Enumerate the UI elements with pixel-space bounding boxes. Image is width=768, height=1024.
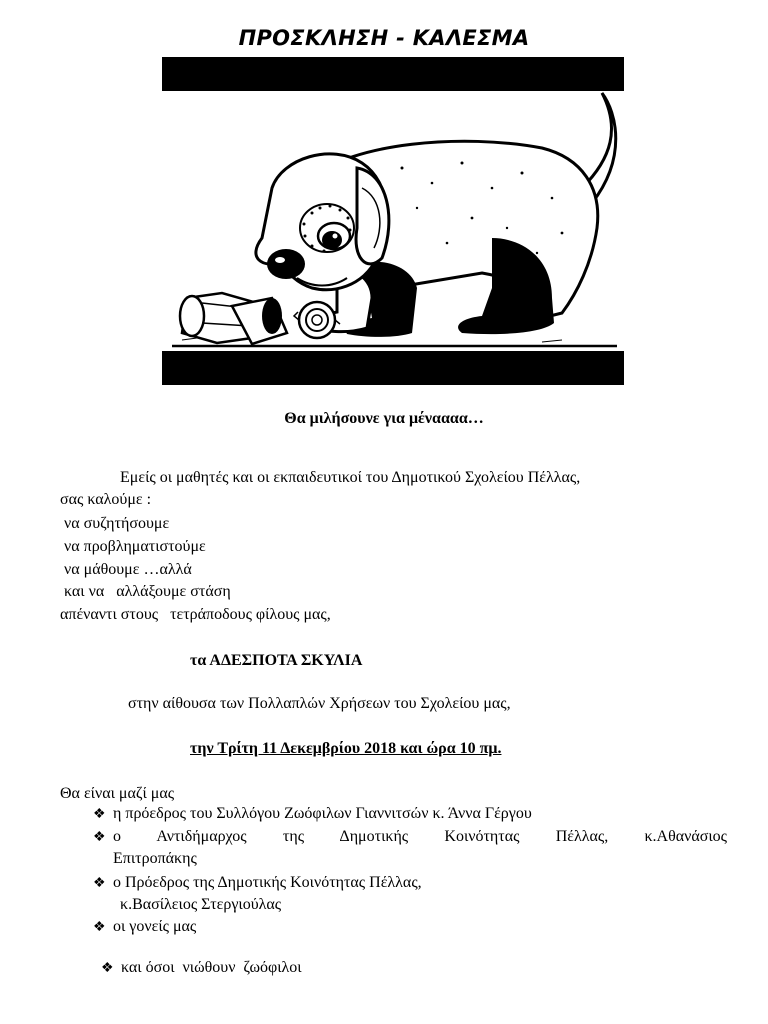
guest-item-5: ❖ και όσοι νιώθουν ζωόφιλοι — [101, 959, 302, 976]
dog-illustration — [162, 88, 624, 354]
intro-line-1: Εμείς οι μαθητές και οι εκπαιδευτικοί του Δημοτικού Σχολείου Πέλλας, — [120, 469, 581, 486]
guest-item-3: ❖ ο Πρόεδρος της Δημοτικής Κοινότητας Πέλλας, — [93, 874, 422, 891]
guest-item-1: ❖ η πρόεδρος του Συλλόγου Ζωόφιλων Γιαννιτσών κ. Άννα Γέργου — [93, 805, 532, 822]
black-bar-top — [162, 57, 624, 91]
diamond-bullet-icon: ❖ — [101, 961, 114, 976]
intro-line-6: και να αλλάξουμε στάση — [60, 583, 231, 600]
guest-item-2-continuation: Επιτροπάκης — [113, 850, 197, 867]
intro-line-3: να συζητήσουμε — [60, 515, 170, 532]
intro-line-4: να προβληματιστούμε — [60, 538, 206, 555]
intro-line-2: σας καλούμε : — [60, 491, 152, 508]
diamond-bullet-icon: ❖ — [93, 920, 106, 935]
diamond-bullet-icon: ❖ — [93, 830, 106, 845]
intro-line-7: απέναντι στους τετράποδους φίλους μας, — [60, 606, 331, 623]
intro-line-5: να μάθουμε …αλλά — [60, 561, 192, 578]
diamond-bullet-icon: ❖ — [93, 876, 106, 891]
invitation-title: ΠΡΟΣΚΛΗΣΗ - ΚΑΛΕΣΜΑ — [238, 26, 530, 50]
topic-line: τα ΑΔΕΣΠΟΤΑ ΣΚΥΛΙΑ — [190, 652, 363, 669]
guest-item-2-bullet — [93, 828, 113, 846]
datetime-line: την Τρίτη 11 Δεκεμβρίου 2018 και ώρα 10 πμ. — [190, 740, 502, 757]
diamond-bullet-icon: ❖ — [93, 807, 106, 822]
guest-item-3-continuation: κ.Βασίλειος Στεργιούλας — [120, 896, 282, 913]
guest-item-4: ❖ οι γονείς μας — [93, 918, 197, 935]
headline: Θα μιλήσουνε για μέναααα… — [284, 410, 484, 427]
guest-item-2-text: ο Αντιδήμαρχος της Δημοτικής Κοινότητας Πέλλας, κ.Αθανάσιος — [113, 828, 727, 845]
black-bar-bottom — [162, 351, 624, 385]
guests-heading: Θα είναι μαζί μας — [60, 785, 175, 802]
venue-line: στην αίθουσα των Πολλαπλών Χρήσεων του Σχολείου μας, — [128, 695, 511, 712]
